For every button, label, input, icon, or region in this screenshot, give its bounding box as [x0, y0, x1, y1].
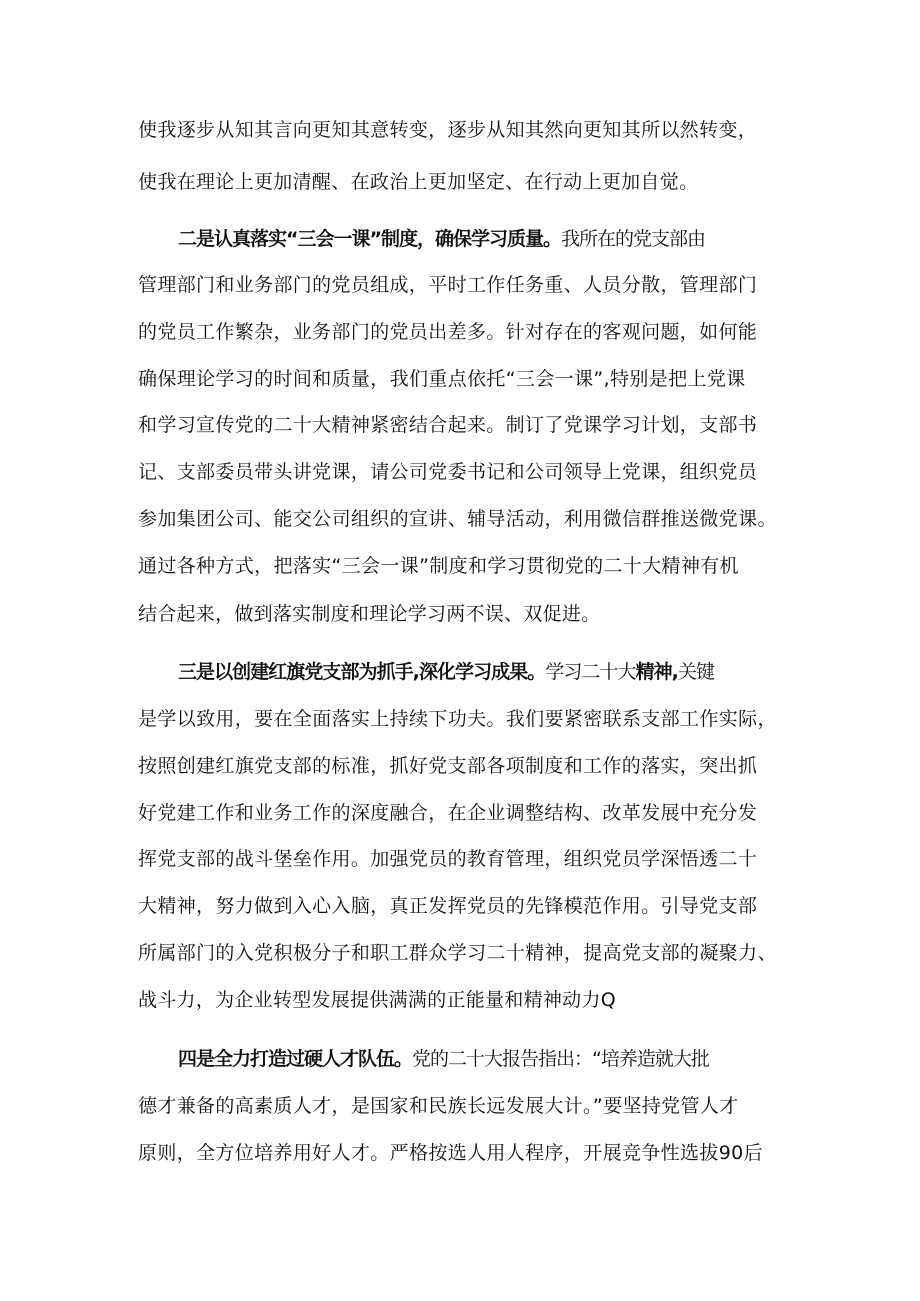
paragraph-2-heading: 二是认真落实“三会一课”制度，确保学习质量。 — [178, 228, 561, 250]
paragraph-2-line: 确保理论学习的时间和质量，我们重点依托“三会一课”,特别是把上党课 — [138, 368, 746, 390]
paragraph-2-line: 通过各种方式，把落实“三会一课”制度和学习贯彻党的二十大精神有机 — [138, 555, 739, 577]
paragraph-3-line: 好党建工作和业务工作的深度融合，在企业调整结构、改革发展中充分发 — [138, 802, 758, 824]
paragraph-3-first-line-text: 学习二十大 — [545, 661, 636, 683]
paragraph-4-first-line — [178, 1047, 838, 1071]
paragraph-3-line: 所属部门的入党积极分子和职工群众学习二十精神，提高党支部的凝聚力、 — [138, 942, 777, 964]
paragraph-3-line: 按照创建红旗党支部的标准，抓好党支部各项制度和工作的落实，突出抓 — [138, 755, 758, 777]
paragraph-2-line: 和学习宣传党的二十大精神紧密结合起来。制订了党课学习计划，支部书 — [138, 414, 758, 436]
paragraph-2-line: 管理部门和业务部门的党员组成，平时工作任务重、人员分散，管理部门 — [138, 274, 758, 296]
paragraph-2-first-line-text: 我所在的党支部由 — [560, 228, 705, 250]
paragraph-2-line: 记、支部委员带头讲党课，请公司党委书记和公司领导上党课，组织党员 — [138, 461, 758, 483]
paragraph-4-first-line-text: 党的二十大报告指出：“培养造就大批 — [412, 1048, 709, 1070]
paragraph-3-first-line — [178, 660, 838, 684]
paragraph-3-line: 是学以致用，要在全面落实上持续下功夫。我们要紧密联系支部工作实际， — [138, 708, 777, 730]
paragraph-2-line: 参加集团公司、能交公司组织的宣讲、辅导活动，利用微信群推送微党课。 — [138, 508, 777, 530]
paragraph-4-line: 德才兼备的高素质人才，是国家和民族长远发展大计。”要坚持党管人才 — [138, 1095, 739, 1117]
paragraph-4-line: 原则，全方位培养用好人才。严格按选人用人程序，开展竞争性选拔90后 — [138, 1142, 763, 1164]
paragraph-1-line-2: 使我在理论上更加清醒、在政治上更加坚定、在行动上更加自觉。 — [138, 171, 699, 193]
paragraph-3-heading: 三是以创建红旗党支部为抓手,深化学习成果。 — [178, 661, 546, 683]
paragraph-3-line: 大精神，努力做到入心入脑，真正发挥党员的先锋模范作用。引导党支部 — [138, 895, 758, 917]
paragraph-4-heading: 四是全力打造过硬人才队伍。 — [178, 1048, 413, 1070]
paragraph-2-line: 的党员工作繁杂，业务部门的党员出差多。针对存在的客观问题，如何能 — [138, 321, 758, 343]
paragraph-3-line: 战斗力，为企业转型发展提供满满的正能量和精神动力Q — [138, 989, 616, 1011]
paragraph-3-first-line-bold: 精神, — [635, 661, 678, 683]
paragraph-3-line: 挥党支部的战斗堡垒作用。加强党员的教育管理，组织党员学深悟透二十 — [138, 848, 758, 870]
paragraph-2-first-line — [178, 227, 838, 251]
paragraph-1-line-1: 使我逐步从知其言向更知其意转变，逐步从知其然向更知其所以然转变， — [138, 119, 758, 141]
paragraph-2-line: 结合起来，做到落实制度和理论学习两不误、双促进。 — [138, 603, 601, 625]
paragraph-3-first-line-text-2: 关键 — [677, 661, 715, 683]
